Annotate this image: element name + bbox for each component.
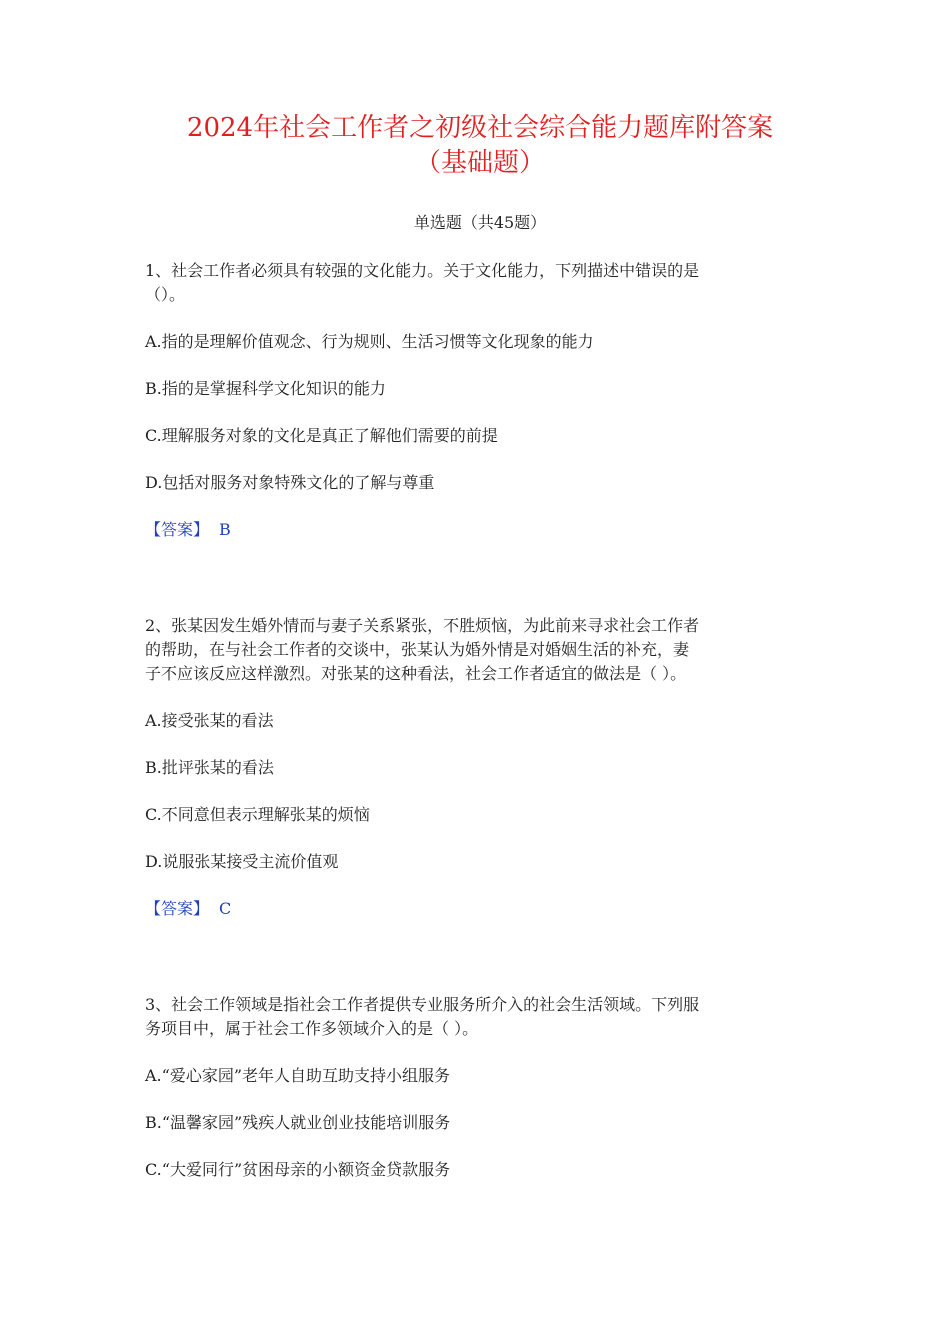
question-1-stem-line-1: 1、社会工作者必须具有较强的文化能力。关于文化能力，下列描述中错误的是 bbox=[145, 261, 700, 280]
question-2-option-b: B.批评张某的看法 bbox=[145, 758, 274, 777]
question-3-option-a: A.“爱心家园”老年人自助互助支持小组服务 bbox=[145, 1066, 451, 1085]
answer-label: 【答案】 bbox=[145, 899, 210, 918]
question-3-stem-line-1: 3、社会工作领域是指社会工作者提供专业服务所介入的社会生活领域。下列服 bbox=[145, 995, 700, 1014]
question-2-option-d: D.说服张某接受主流价值观 bbox=[145, 852, 339, 871]
question-2-stem-line-3: 子不应该反应这样激烈。对张某的这种看法，社会工作者适宜的做法是（ ）。 bbox=[145, 664, 687, 683]
question-2-stem-line-2: 的帮助，在与社会工作者的交谈中，张某认为婚外情是对婚姻生活的补充，妻 bbox=[145, 640, 690, 659]
answer-value: C bbox=[219, 899, 232, 918]
question-1-answer bbox=[145, 518, 815, 542]
answer-label: 【答案】 bbox=[145, 520, 210, 539]
answer-value: B bbox=[219, 520, 231, 539]
question-1-option-a: A.指的是理解价值观念、行为规则、生活习惯等文化现象的能力 bbox=[145, 332, 594, 351]
document-subtitle: （基础题） bbox=[414, 148, 545, 178]
question-3-option-b: B.“温馨家园”残疾人就业创业技能培训服务 bbox=[145, 1113, 451, 1132]
question-1-option-c: C.理解服务对象的文化是真正了解他们需要的前提 bbox=[145, 426, 498, 445]
question-3-stem-line-2: 务项目中，属于社会工作多领域介入的是（ ）。 bbox=[145, 1019, 479, 1038]
document-title: 2024年社会工作者之初级社会综合能力题库附答案 bbox=[186, 113, 774, 143]
question-1-option-d: D.包括对服务对象特殊文化的了解与尊重 bbox=[145, 473, 435, 492]
question-3-option-c: C.“大爱同行”贫困母亲的小额资金贷款服务 bbox=[145, 1160, 451, 1179]
section-heading: 单选题（共45题） bbox=[413, 213, 547, 232]
question-1-option-b: B.指的是掌握科学文化知识的能力 bbox=[145, 379, 386, 398]
question-1-stem-line-2: （）。 bbox=[145, 285, 186, 304]
question-2-stem-line-1: 2、张某因发生婚外情而与妻子关系紧张，不胜烦恼，为此前来寻求社会工作者 bbox=[145, 616, 700, 635]
question-2-answer bbox=[145, 897, 815, 921]
question-2-option-a: A.接受张某的看法 bbox=[145, 711, 274, 730]
question-2-option-c: C.不同意但表示理解张某的烦恼 bbox=[145, 805, 370, 824]
